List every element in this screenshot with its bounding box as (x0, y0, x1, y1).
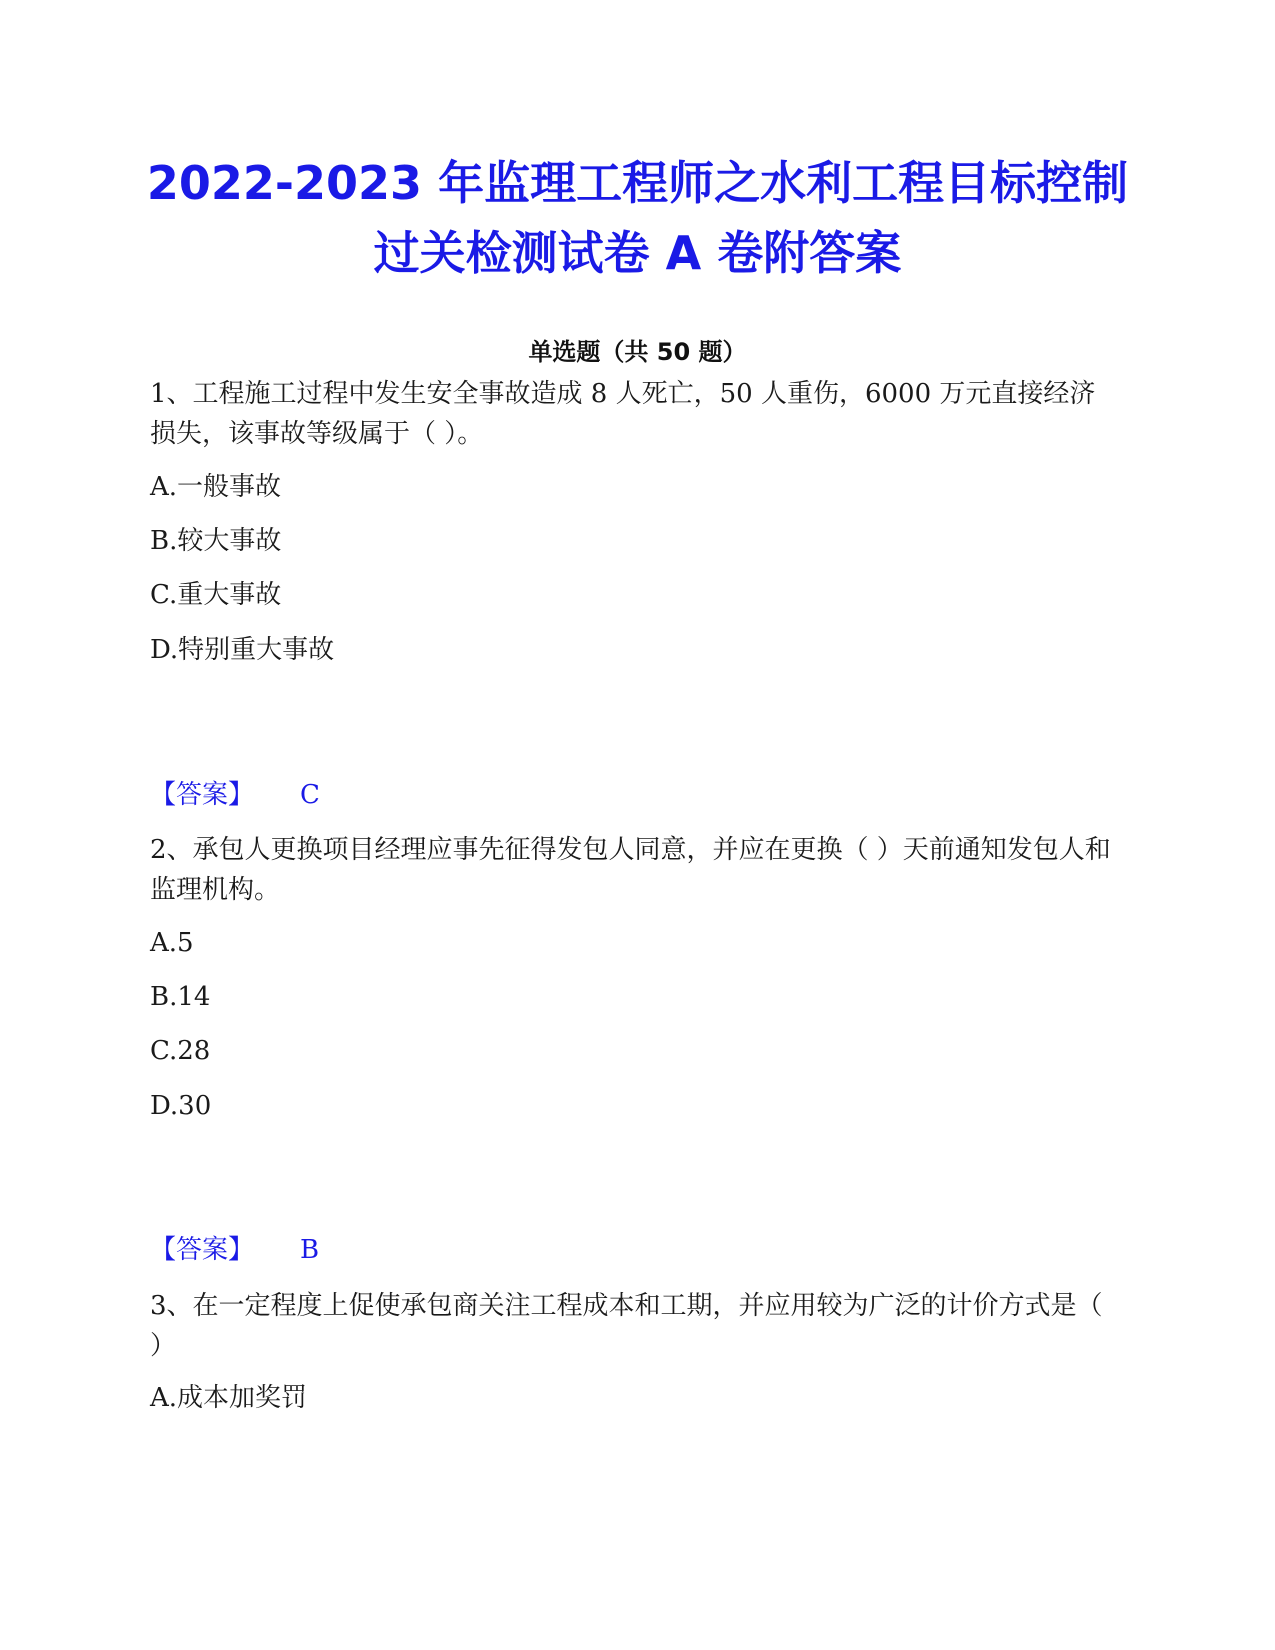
answer-value: B (300, 1235, 320, 1265)
option-c: C.28 (150, 1036, 211, 1066)
option-b: B.14 (150, 982, 211, 1012)
option-c: C.重大事故 (150, 580, 282, 610)
option-d: D.特别重大事故 (150, 635, 335, 665)
option-b: B.较大事故 (150, 526, 282, 556)
option-a: A.成本加奖罚 (150, 1383, 308, 1413)
question-stem: 2、承包人更换项目经理应事先征得发包人同意，并应在更换（ ）天前通知发包人和监理机构。 (150, 835, 1111, 905)
answer-label: 【答案】 (150, 780, 255, 810)
question-stem: 1、工程施工过程中发生安全事故造成 8 人死亡，50 人重伤，6000 万元直接经济损失，该事故等级属于（ ）。 (150, 379, 1096, 449)
answer-line (150, 1233, 319, 1267)
question-stem: 3、在一定程度上促使承包商关注工程成本和工期，并应用较为广泛的计价方式是（ ） (150, 1291, 1103, 1361)
option-d: D.30 (150, 1091, 212, 1121)
answer-line (150, 778, 320, 812)
option-a: A.一般事故 (150, 472, 282, 502)
document-title: 2022-2023 年监理工程师之水利工程目标控制过关检测试卷 A 卷附答案 (146, 156, 1129, 280)
section-title: 单选题（共 50 题） (528, 338, 747, 366)
answer-value: C (300, 780, 320, 810)
answer-label: 【答案】 (150, 1235, 255, 1265)
option-a: A.5 (150, 928, 194, 958)
